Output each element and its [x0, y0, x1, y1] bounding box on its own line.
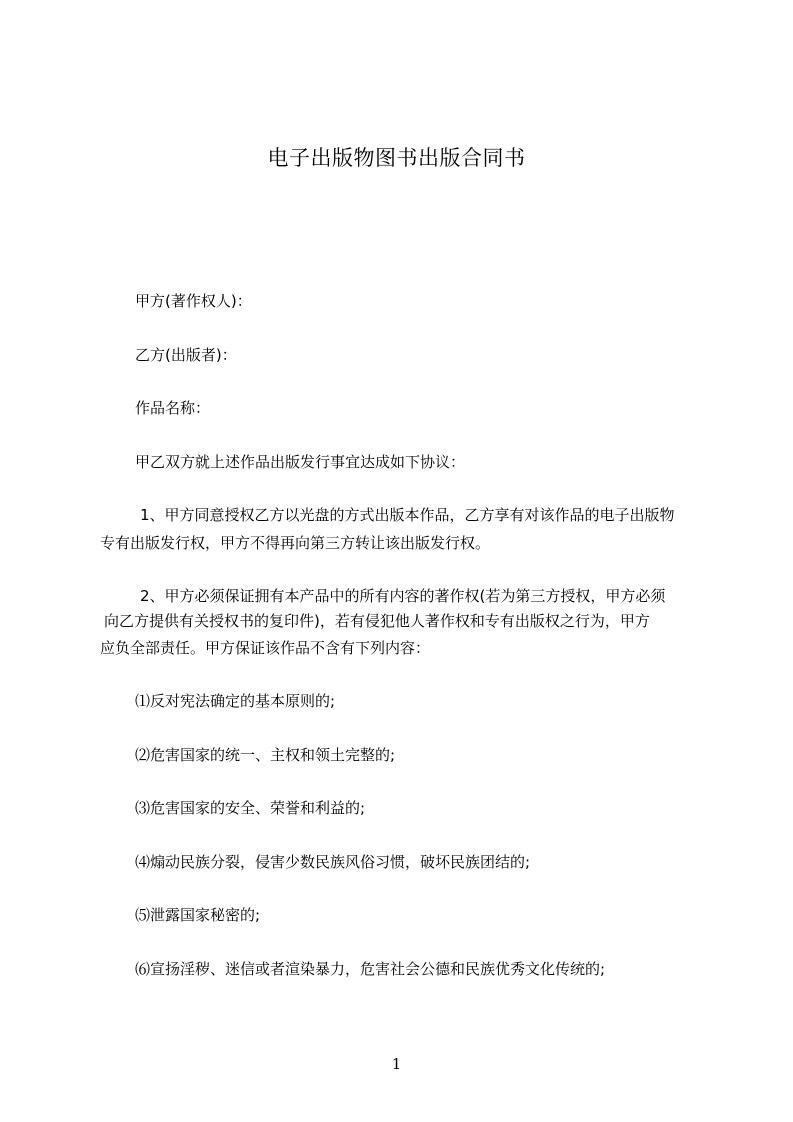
- list-item: ⑴反对宪法确定的基本原则的;: [135, 692, 336, 710]
- clause2-line2: 向乙方提供有关授权书的复印件)，若有侵犯他人著作权和专有出版权之行为，甲方: [104, 612, 650, 630]
- clause1-line1: 1、甲方同意授权乙方以光盘的方式出版本作品，乙方享有对该作品的电子出版物: [140, 506, 675, 524]
- party-a-line: 甲方(著作权人)：: [135, 292, 252, 310]
- document-title: 电子出版物图书出版合同书: [267, 146, 526, 170]
- clause2-line1: 2、甲方必须保证拥有本产品中的所有内容的著作权(若为第三方授权，甲方必须: [140, 587, 666, 605]
- clause2-line3: 应负全部责任。甲方保证该作品不含有下列内容：: [100, 639, 431, 657]
- work-name-line: 作品名称：: [135, 399, 211, 417]
- list-item: ⑶危害国家的安全、荣誉和利益的;: [135, 799, 366, 817]
- list-item: ⑹宣扬淫秽、迷信或者渲染暴力，危害社会公德和民族优秀文化传统的;: [135, 960, 606, 978]
- party-b-line: 乙方(出版者)：: [135, 346, 237, 364]
- clause1-line2: 专有出版发行权，甲方不得再向第三方转让该出版发行权。: [100, 534, 491, 552]
- list-item: ⑷煽动民族分裂，侵害少数民族风俗习惯，破坏民族团结的;: [135, 853, 531, 871]
- list-item: ⑸泄露国家秘密的;: [135, 906, 261, 924]
- list-item: ⑵危害国家的统一、主权和领土完整的;: [135, 746, 396, 764]
- page-number: 1: [391, 1055, 402, 1073]
- agreement-intro: 甲乙双方就上述作品出版发行事宜达成如下协议：: [135, 453, 466, 471]
